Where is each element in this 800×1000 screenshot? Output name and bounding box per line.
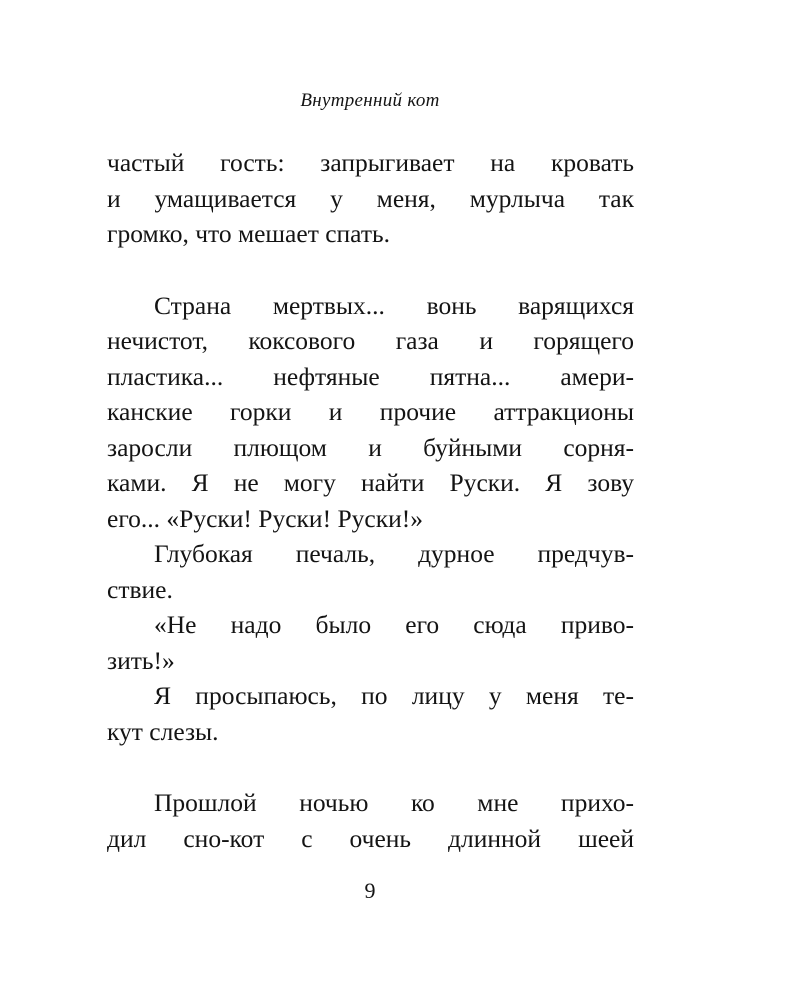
text-line: «Не надо было его сюда приво- bbox=[154, 610, 634, 639]
text-line: нечистот, коксового газа и горящего bbox=[107, 326, 634, 355]
text-line: ствие. bbox=[107, 574, 173, 604]
text-line: пластика... нефтяные пятна... амери- bbox=[107, 361, 634, 391]
text-line: Я просыпаюсь, по лицу у меня те- bbox=[154, 681, 634, 710]
text-line: дил сно-кот с очень длинной шеей bbox=[107, 823, 634, 853]
text-line: его... «Руски! Руски! Руски!» bbox=[107, 503, 423, 533]
text-line: кут слезы. bbox=[107, 716, 219, 746]
text-line: заросли плющом и буйными сорня- bbox=[107, 432, 634, 462]
running-head: Внутренний кот bbox=[300, 90, 440, 111]
page-number: 9 bbox=[364, 878, 376, 903]
text-line: зить!» bbox=[107, 645, 175, 675]
text-line: громко, что мешает спать. bbox=[107, 219, 390, 248]
paragraph-break bbox=[107, 749, 634, 785]
paragraph-break bbox=[107, 252, 634, 288]
text-line: канские горки и прочие аттракционы bbox=[107, 397, 634, 426]
text-line: ками. Я не могу найти Руски. Я зову bbox=[107, 468, 634, 497]
text-line: и умащивается у меня, мурлыча так bbox=[107, 183, 634, 213]
body-text bbox=[107, 145, 634, 856]
text-line: Страна мертвых... вонь варящихся bbox=[154, 290, 634, 320]
text-line: Прошлой ночью ко мне прихо- bbox=[154, 788, 634, 817]
text-line: Глубокая печаль, дурное предчув- bbox=[154, 539, 634, 568]
text-line: частый гость: запрыгивает на кровать bbox=[107, 148, 634, 177]
